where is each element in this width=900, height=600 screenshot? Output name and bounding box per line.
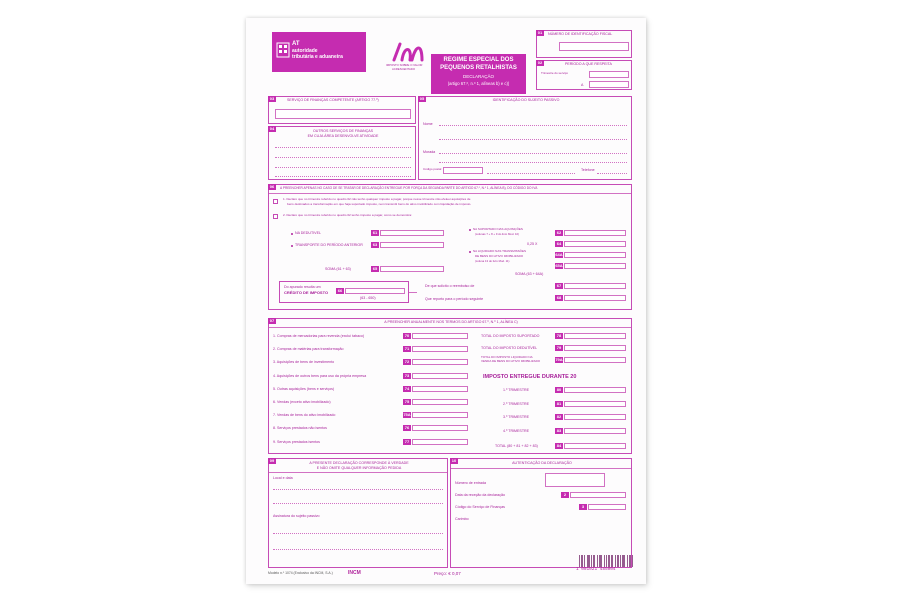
code-84: 84 [556,443,562,448]
na-deduzivel-label: NA DEDUTIVEL [295,231,321,235]
section-10-number: 10 [451,458,457,463]
purchase-row-code: 75 [404,399,410,404]
purchase-row-input[interactable] [412,346,468,352]
total-deduzivel-label: TOTAL DO IMPOSTO DEDUTÍVEL [481,346,538,350]
liquidado-line3: (coluna 13 do livro Mod. 11) [475,259,510,263]
title-line2: PEQUENOS RETALHISTAS [440,65,517,71]
section-05-label: IDENTIFICAÇÃO DO SUJEITO PASSIVO [492,98,560,102]
credito-line2: CRÉDITO DE IMPOSTO [284,290,329,295]
soma2-label: SOMA (63 + 64A) [515,272,544,276]
code-65a: 65A [555,263,563,268]
form-title-block [431,54,526,94]
iva-caption-1: IMPOSTO SOBRE O VALOR [386,63,423,67]
declaration-form-sheet [246,18,646,584]
section-02 [536,60,632,90]
section-09-number: 09 [269,458,275,463]
code-62: 62 [556,230,562,235]
suportado-line1: NA SUPORTADO NAS AQUISIÇÕES [473,227,523,231]
title-line3: DECLARAÇÃO [462,74,494,79]
declaro-1-checkbox[interactable] [273,199,278,204]
section-01 [536,30,632,58]
nif-input[interactable] [559,42,629,51]
modelo-label: Modelo n.º 1074 (Exclusivo da INCM, S.A.) [268,571,333,575]
section-02-number: 02 [537,60,543,65]
telefone-label: Telefone [581,168,595,172]
credito-formula: (63 - 650) [360,296,376,300]
local-data-label: Local e data [273,476,293,480]
purchase-row-input[interactable] [412,373,468,379]
assinatura-label: Assinatura do sujeito passivo [273,514,320,518]
purchase-row-label: 3. Aquisições de bens de investimento [273,360,335,365]
section-05 [418,96,632,180]
trimestre-label: Trimestre do serviço [541,71,569,75]
trimestre-row-code: 80 [556,387,562,392]
field-62[interactable] [564,230,626,236]
total-liquidado-line1: TOTAL DO IMPOSTO LIQUIDADO NA [481,355,533,359]
field-64a[interactable] [564,252,626,258]
purchase-row-code: 72 [404,359,410,365]
section-04-label-1: OUTROS SERVIÇOS DE FINANÇAS [312,129,374,133]
purchase-row-input[interactable] [412,439,468,445]
title-line1: REGIME ESPECIAL DOS [443,57,514,63]
field-79a[interactable] [564,357,626,363]
purchase-row-label: 8. Serviços prestados não isentos [273,426,327,431]
trimestre-row-input[interactable] [564,401,626,407]
purchase-row-code: 70 [404,333,410,338]
purchase-row-label: 5. Outras aquisições (bens e serviços) [273,386,335,391]
trimestre-row-label: 3.º TRIMESTRE [503,415,530,419]
section-04-label-2: EM CUJA ÁREA DESENVOLVE ATIVIDADE [307,134,379,138]
section-01-number: 01 [537,30,543,35]
section-10-header: AUTENTICAÇÃO DA DECLARAÇÃO [512,461,572,465]
purchase-row-code: 73 [404,372,410,378]
field-78[interactable] [564,333,626,339]
imposto-entregue-label: IMPOSTO ENTREGUE DURANTE 20 [483,374,577,380]
entrada-input[interactable] [545,473,605,487]
transporte-label: TRANSPORTE DO PERÍODO ANTERIOR [295,243,363,247]
trimestre-row-label: 2.º TRIMESTRE [503,401,530,406]
field-84[interactable] [564,443,626,449]
suportado-line2: (colunas 7 + 8 + 9 do livro Mod. 10) [475,232,519,236]
codigo-postal-input[interactable] [443,167,483,174]
section-02-label: PERÍODO A QUE RESPEITA [565,62,612,66]
purchase-row-input[interactable] [412,425,468,431]
data-rececao-input[interactable] [570,492,626,498]
reporto-label: Que reporto para o período seguinte [425,297,484,301]
field-79[interactable] [564,345,626,351]
code-66: 66 [337,288,343,293]
code-65: 65 [372,266,378,271]
at-logo-abbr: AT [292,41,300,47]
trimestre-row-input[interactable] [564,387,626,393]
trimestre-row-code: 81 [556,400,562,406]
morada-label: Morada [423,150,436,154]
trimestre-row-label: 4.º TRIMESTRE [503,428,530,433]
entrada-label: Número de entrada [455,481,486,485]
purchase-row-input[interactable] [412,359,468,365]
section-03-label: SERVIÇO DE FINANÇAS COMPETENTE (ARTIGO 77.º) [287,98,379,102]
purchase-row-label: 4. Aquisições de outros bens para uso da própria empresa [273,373,367,378]
purchase-row-label: 6. Vendas (exceto ativo imobilizado) [273,400,331,404]
section-05-number: 05 [419,96,425,101]
soma-label: SOMA (61 + 63) [325,267,351,271]
nome-label: Nome [423,122,433,126]
section-06 [268,184,632,310]
code-79a: 79A [555,357,563,362]
codigo-servico-input[interactable] [588,504,626,510]
ano-input[interactable] [589,81,629,88]
purchase-row-code: 77 [404,438,410,444]
liquidado-line1: NA LIQUIDADO NAS TRANSMISSÕES [473,249,526,253]
solicito-label: De que solicito o reembolso de [425,284,475,288]
section-06-number: 06 [269,184,275,189]
at-crest-icon [276,42,290,58]
section-09-header-1: A PRESENTE DECLARAÇÃO CORRESPONDE À VERDADE [309,461,409,465]
section-06-header: A PREENCHER APENAS NO CASO DE SE TRATAR DE DECLARAÇÃO ENTREGUE POR FORÇA DA SEGUNDA PARTE DO ARTIGO 67.º, N.º 1, ALÍNEA B), DO CÓDIGO DO IVA [280,186,538,190]
trimestre-row-code: 83 [556,427,562,433]
barcode-icon [578,554,634,566]
purchase-row-input[interactable] [412,333,468,339]
ano-label: A [581,83,584,87]
field-63[interactable] [380,242,444,248]
field-65a[interactable] [564,263,626,269]
section-07-header: A PREENCHER ANUALMENTE NOS TERMOS DO ARTIGO 67.º, N.º 1, ALÍNEA C) [384,320,518,324]
code-63: 63 [372,242,378,247]
trimestre-row-label: 1.º TRIMESTRE [503,388,530,392]
at-logo-block [272,32,366,72]
code-64a: 64A [555,252,563,257]
section-10 [450,458,632,568]
purchase-row-label: 1. Compras de mercadorias para revenda (excluí tabaco) [273,334,365,338]
codigo-servico-label: Código do Serviço de Finanças [455,505,505,509]
purchase-row-input[interactable] [412,412,468,418]
section-04-number: 04 [269,126,275,131]
field-66[interactable] [345,288,405,294]
liquidado-line2: DE BENS DO ATIVO IMOBILIZADO [475,254,524,258]
credito-box [279,281,409,303]
section-01-label: NÚMERO DE IDENTIFICAÇÃO FISCAL [548,32,613,36]
servico-financas-input[interactable] [275,109,411,119]
field-68[interactable] [564,295,626,301]
purchase-row-label: 7. Vendas de bens do ativo imobilizado [273,413,336,418]
field-65[interactable] [380,266,444,272]
item1-line1: 1. Declaro que no trimestre referido no quadro 02 não tenho qualquer imposto a pagar, porque nesse trimestre não efetuei aquisições de [283,197,471,201]
section-07-number: 07 [269,318,275,323]
preco-label: Preço: € 0,07 [434,571,461,576]
trimestre-row-input[interactable] [564,428,626,434]
total-formula-label: TOTAL (80 + 81 + 82 + 83) [495,444,538,448]
purchase-row-label: 2. Compras de matérias para transformação [273,347,344,352]
code-64: 64 [556,241,562,246]
code-78: 78 [556,333,562,338]
barcode-number: 1 001021 485004 [576,567,616,572]
section-03 [268,96,416,124]
trimestre-row-input[interactable] [564,414,626,420]
code-61: 61 [372,230,378,235]
field-61[interactable] [380,230,444,236]
section-09-header-2: E NÃO OMITE QUALQUER INFORMAÇÃO PEDIDA [316,466,402,470]
code-79: 79 [556,345,562,350]
total-liquidado-line2: VENDA DE BENS DO ATIVO IMOBILIZADO [481,359,541,363]
field-64[interactable] [564,241,626,247]
title-line4: (artigo 67.º, n.º 1, alíneas b) e c)) [447,81,510,86]
item2: 2. Declaro que no trimestre referido no quadro 02 tenho imposto a pagar, como se demonstra: [283,213,412,217]
field-67[interactable] [564,283,626,289]
purchase-row-input[interactable] [412,399,468,405]
section-07 [268,318,632,454]
code-67: 67 [556,283,562,288]
at-logo-line1: autoridade [292,48,318,54]
data-rececao-label: Data da receção da declaração [455,493,505,497]
purchase-row-code: 76 [404,425,410,431]
iva-logo-icon [392,40,424,62]
pct-label: 0,25 X [527,242,538,246]
codigo-postal-label: Código postal [423,167,442,171]
at-logo-line2: tributária e aduaneira [292,54,343,60]
code-r1: 2 [561,492,569,498]
carimbo-label: Carimbo [455,517,469,521]
incm-logo: INCM [348,570,361,576]
iva-caption-2: ACRESCENTADO [392,67,416,71]
section-09 [268,458,448,568]
trimestre-input[interactable] [589,71,629,78]
code-68: 68 [556,295,562,300]
declaro-2-checkbox[interactable] [273,214,278,219]
purchase-row-code: 75A [403,412,411,418]
code-r2: 3 [579,504,587,510]
purchase-row-label: 9. Serviços prestados isentos [273,439,320,444]
section-03-number: 03 [269,96,275,101]
purchase-row-code: 71 [404,346,410,352]
purchase-row-code: 74 [404,385,410,391]
section-04 [268,126,416,180]
trimestre-row-code: 82 [556,414,562,419]
total-suportado-label: TOTAL DO IMPOSTO SUPORTADO [481,334,540,338]
purchase-row-input[interactable] [412,386,468,392]
credito-line1: Do apurado resulta um [284,285,321,289]
item1-line2: bens destinados a transformação em que haja suportado imposto, nem transmiti bens do ativo imobilizado com liquidação de imposto. [287,202,472,206]
